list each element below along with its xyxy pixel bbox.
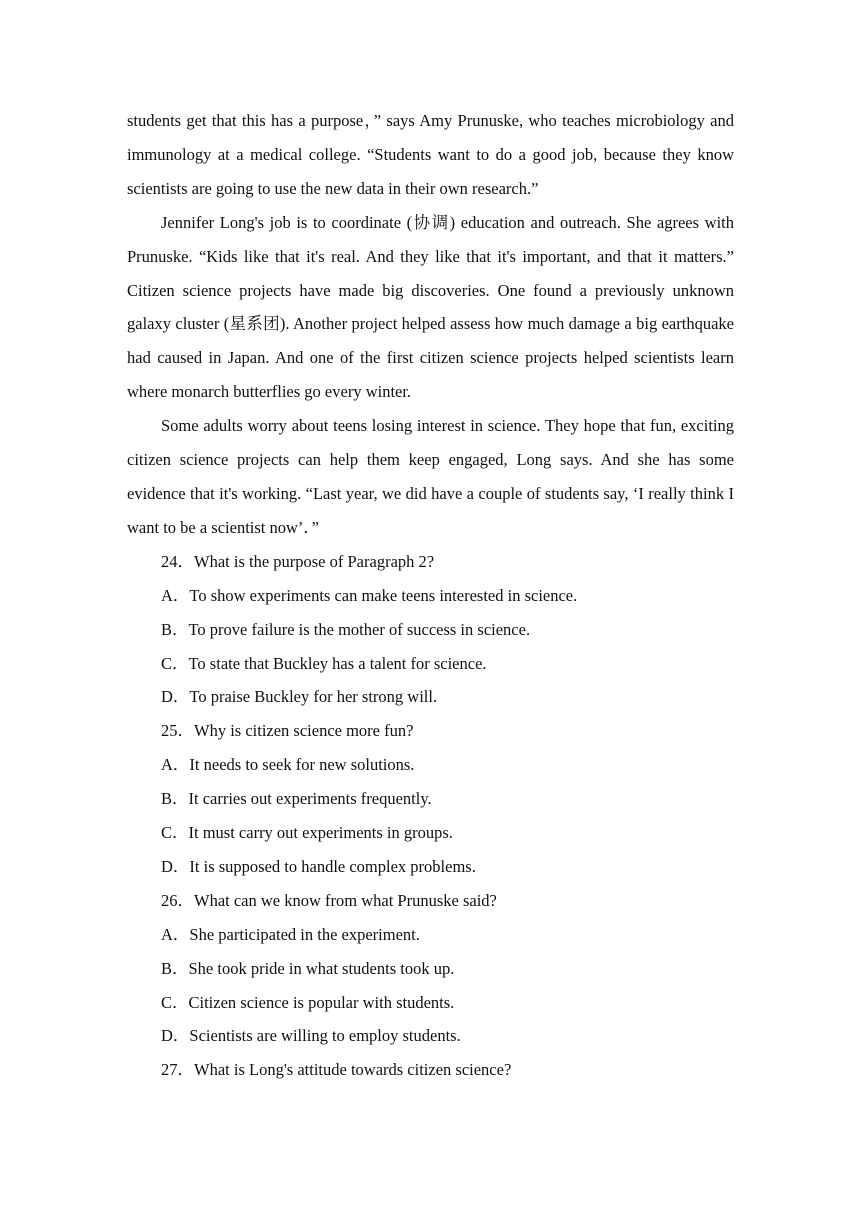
option-a: A．She participated in the experiment.: [161, 924, 420, 944]
question-stem: 27．What is Long's attitude towards citizen science?: [161, 1060, 512, 1080]
option-b: B．It carries out experiments frequently.: [161, 789, 432, 809]
passage-paragraph-3: Some adults worry about teens losing interest in science. They hope that fun, exciting citizen science projects can help them keep engaged, Long says. And she has some evidence that it's working. “Last year, we did have a couple of students say, ‘I really think I want to be a scientist now’．”: [127, 416, 734, 537]
passage-paragraph-2: Jennifer Long's job is to coordinate (协调) education and outreach. She agrees with Prunuske. “Kids like that it's real. And they like that it's important, and that it matters.” Citizen science projects have made big discoveries. One found a previously unknown galaxy cluster (星系团). Another project helped assess how much damage a big earthquake had caused in Japan. And one of the first citizen science projects helped scientists learn where monarch butterflies go every winter.: [127, 212, 734, 402]
option-d: D．Scientists are willing to employ students.: [161, 1026, 461, 1046]
option-d: D．To praise Buckley for her strong will.: [161, 687, 438, 707]
question-26: [127, 884, 734, 1054]
option-d: D．It is supposed to handle complex problems.: [161, 856, 476, 876]
option-a: A．It needs to seek for new solutions.: [161, 755, 415, 775]
document-page: [127, 104, 734, 1087]
option-a: A．To show experiments can make teens interested in science.: [161, 585, 578, 605]
option-c: C．It must carry out experiments in groups.: [161, 823, 453, 843]
passage-paragraph-1: students get that this has a purpose，” says Amy Prunuske, who teaches microbiology and immunology at a medical college. “Students want to do a good job, because they know scientists are going to use the new data in their own research.”: [127, 111, 734, 198]
option-b: B．To prove failure is the mother of success in science.: [161, 619, 531, 639]
question-24: [127, 545, 734, 715]
question-stem: 26．What can we know from what Prunuske said?: [161, 890, 497, 910]
question-stem: 24．What is the purpose of Paragraph 2?: [161, 551, 435, 571]
option-b: B．She took pride in what students took up.: [161, 958, 455, 978]
option-c: C．To state that Buckley has a talent for science.: [161, 653, 487, 673]
question-27: [127, 1053, 734, 1087]
question-stem: 25．Why is citizen science more fun?: [161, 721, 414, 741]
option-c: C．Citizen science is popular with students.: [161, 992, 455, 1012]
question-25: [127, 714, 734, 884]
